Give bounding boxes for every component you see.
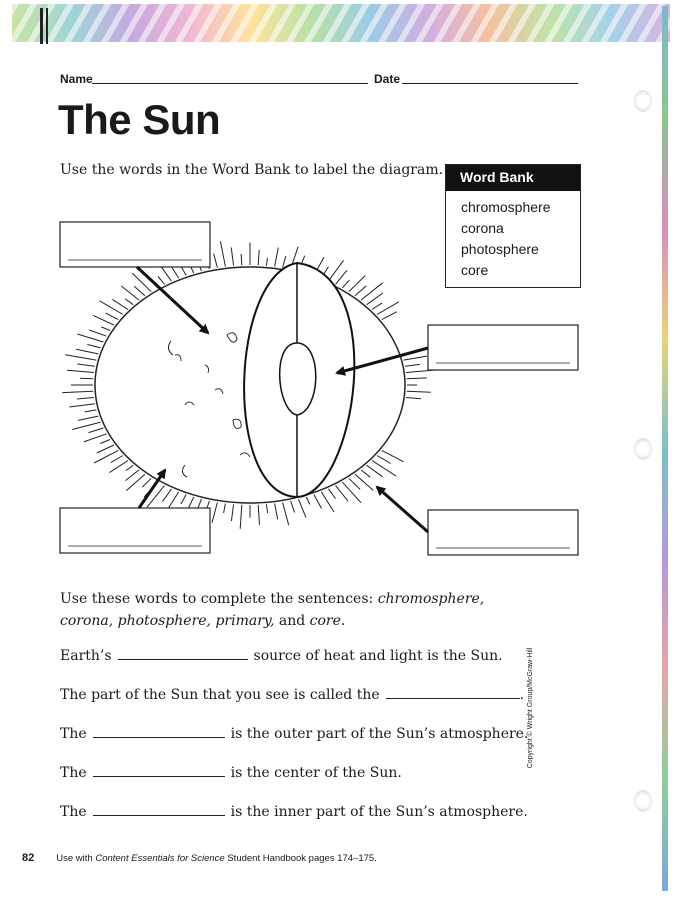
copyright-notice: Copyright © Wright Group/McGraw-Hill	[527, 647, 534, 769]
corona-ray	[342, 280, 349, 288]
corona-ray	[69, 404, 95, 407]
page-title: The Sun	[58, 96, 221, 143]
corona-ray	[283, 256, 286, 268]
corona-ray	[77, 334, 103, 342]
corona-ray	[342, 482, 361, 503]
punch-hole	[634, 90, 652, 112]
name-label: Name	[60, 72, 93, 86]
corona-ray	[111, 456, 123, 463]
corona-ray	[76, 349, 98, 354]
corona-ray	[163, 489, 172, 502]
name-date-row	[60, 72, 580, 90]
corona-ray	[65, 355, 96, 360]
corona-ray	[382, 312, 397, 320]
sun-core	[280, 343, 316, 415]
answer-blank[interactable]	[93, 776, 225, 777]
word-bank-title: Word Bank	[446, 165, 580, 191]
corona-ray	[299, 499, 306, 517]
word-bank-item: corona	[461, 220, 504, 236]
word-bank-item: chromosphere	[461, 199, 551, 215]
sentence-4: The is the center of the Sun.	[60, 765, 402, 781]
page-footer: 82 Use with Content Essentials for Science Student Handbook pages 174–175.	[22, 852, 377, 864]
corona-ray	[62, 391, 93, 392]
corona-ray	[406, 398, 421, 399]
corona-ray	[240, 505, 242, 529]
corona-ray	[212, 502, 217, 522]
corona-ray	[126, 470, 140, 481]
corona-ray	[266, 258, 267, 266]
corona-ray	[77, 364, 95, 366]
corona-ray	[241, 254, 242, 265]
corona-ray	[87, 345, 100, 348]
corona-ray	[126, 474, 145, 491]
sentence-2: The part of the Sun that you see is called the .	[60, 687, 525, 703]
corona-ray	[266, 504, 267, 513]
corona-ray	[171, 266, 179, 278]
corona-ray	[89, 428, 104, 433]
corona-ray	[224, 504, 226, 514]
decorative-right-edge	[662, 6, 668, 891]
corona-ray	[372, 461, 396, 477]
corona-ray	[361, 283, 383, 301]
corona-ray	[214, 254, 218, 268]
answer-blank[interactable]	[118, 659, 248, 660]
corona-ray	[405, 364, 420, 366]
corona-ray	[78, 416, 98, 420]
corona-ray	[329, 489, 336, 499]
punch-hole	[634, 790, 652, 812]
corona-ray	[126, 465, 133, 470]
corona-ray	[275, 248, 279, 267]
corona-ray	[100, 301, 124, 315]
corona-ray	[181, 495, 186, 505]
corona-ray	[367, 293, 383, 305]
answer-blank[interactable]	[386, 698, 520, 699]
word-bank-item: photosphere	[461, 241, 539, 257]
corona-ray	[80, 378, 93, 379]
corona-ray	[407, 378, 427, 379]
corona-ray	[291, 501, 295, 513]
decorative-top-banner	[12, 4, 670, 42]
corona-ray	[258, 505, 259, 525]
corona-ray	[106, 313, 119, 320]
answer-blank[interactable]	[93, 737, 225, 738]
corona-ray	[101, 327, 110, 331]
corona-ray	[314, 495, 322, 509]
diagram-instructions: Use the words in the Word Bank to label the diagram.	[60, 162, 444, 178]
corona-ray	[258, 250, 259, 265]
corona-ray	[372, 303, 382, 310]
sentence-1: Earth’s source of heat and light is the Sun.	[60, 648, 503, 664]
sentence-5: The is the inner part of the Sun’s atmosphere.	[60, 804, 528, 820]
answer-blank[interactable]	[93, 815, 225, 816]
corona-ray	[355, 286, 366, 296]
name-field[interactable]	[92, 83, 368, 84]
corona-ray	[336, 270, 347, 284]
corona-ray	[77, 398, 94, 400]
page-number: 82	[22, 852, 35, 864]
corona-ray	[231, 504, 233, 521]
corona-ray	[85, 410, 97, 412]
sentence-instructions: Use these words to complete the sentences: chromosphere, corona, photosphere, primary, and core.	[60, 591, 485, 629]
word-bank-item: core	[461, 262, 489, 278]
corona-ray	[321, 492, 334, 512]
corona-ray	[112, 299, 128, 309]
corona-ray	[93, 315, 114, 325]
corona-ray	[306, 497, 310, 505]
corona-ray	[97, 445, 114, 453]
punch-hole	[634, 438, 652, 460]
corona-ray	[134, 286, 145, 296]
corona-ray	[349, 478, 360, 489]
corona-ray	[407, 391, 431, 392]
corona-ray	[125, 299, 133, 305]
corona-ray	[147, 486, 164, 508]
corona-ray	[158, 276, 165, 284]
corona-ray	[336, 486, 349, 502]
corona-ray	[89, 330, 106, 336]
date-field[interactable]	[402, 83, 578, 84]
corona-ray	[283, 502, 289, 525]
corona-ray	[377, 456, 391, 464]
date-label: Date	[374, 72, 401, 86]
corona-ray	[220, 241, 225, 266]
binding-mark	[46, 8, 48, 44]
corona-ray	[275, 504, 278, 520]
sentence-3: The is the outer part of the Sun’s atmosphere.	[60, 726, 529, 742]
corona-ray	[84, 434, 107, 442]
corona-ray	[67, 370, 94, 372]
corona-ray	[142, 478, 151, 487]
corona-ray	[404, 356, 427, 360]
binding-mark	[40, 8, 43, 44]
corona-ray	[361, 470, 370, 477]
corona-ray	[100, 440, 110, 444]
corona-ray	[231, 247, 233, 265]
pointer-arrow	[377, 487, 428, 532]
corona-ray	[367, 465, 383, 477]
sun-diagram	[55, 215, 595, 560]
corona-ray	[72, 422, 101, 429]
